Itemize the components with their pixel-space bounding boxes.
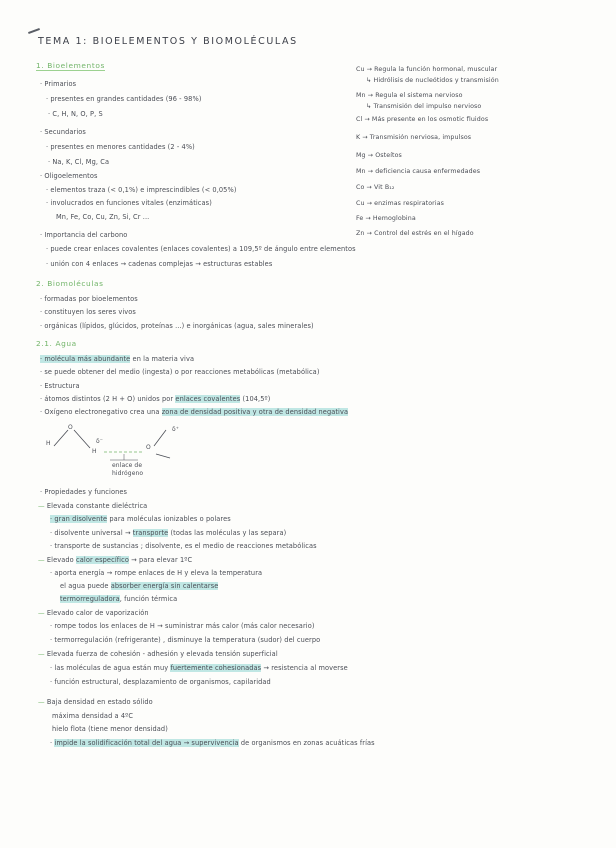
diagram-h-left: H	[46, 440, 51, 447]
prop-2-line-2: el agua puede absorber energía sin calentarse	[60, 582, 219, 590]
right-mn-2: ↳ Transmisión del impulso nervioso	[366, 103, 482, 110]
diagram-o-left: O	[68, 424, 73, 431]
secundarios-line-2: · Na, K, Cl, Mg, Ca	[48, 158, 110, 166]
right-fe: Fe → Hemoglobina	[356, 215, 416, 222]
subhead-oligoelementos: · Oligoelementos	[40, 172, 98, 180]
diagram-o-right: O	[146, 444, 151, 451]
prop-4-heading: — Elevada fuerza de cohesión - adhesión y elevada tensión superficial	[38, 650, 278, 658]
right-k: K → Transmisión nerviosa, impulsos	[356, 134, 472, 141]
subhead-secundarios: · Secundarios	[40, 128, 86, 136]
section-1-heading: 1. Bioelementos	[36, 61, 105, 70]
right-cu-1: Cu → Regula la función hormonal, muscular	[356, 66, 498, 73]
agua-line-2: · se puede obtener del medio (ingesta) o por reacciones metabólicas (metabólica)	[40, 368, 320, 376]
prop-4-line-1: · las moléculas de agua están muy fuertemente cohesionadas → resistencia al moverse	[50, 664, 348, 672]
prop-1-line-2: · disolvente universal → transporte (todas las moléculas y las separa)	[50, 529, 287, 537]
right-mn-3: Mn → deficiencia causa enfermedades	[356, 168, 481, 175]
right-cl: Cl → Más presente en los osmotic fluidos	[356, 116, 489, 123]
diagram-delta-left: δ⁻	[96, 438, 104, 445]
section-2-1-heading: 2.1. Agua	[36, 339, 77, 348]
estructura-line-2: · Oxígeno electronegativo crea una zona de densidad positiva y otra de densidad negativa	[40, 408, 349, 416]
prop-5-heading: — Baja densidad en estado sólido	[38, 698, 153, 706]
prop-2-heading: — Elevado calor específico → para elevar 1ºC	[38, 556, 193, 564]
right-mg: Mg → Osteítos	[356, 152, 402, 159]
prop-1-line-1: · gran disolvente para moléculas ionizables o polares	[50, 515, 231, 523]
diagram-caption-1: enlace de	[112, 462, 143, 469]
title-tick-mark	[28, 28, 40, 34]
oligo-line-2: · involucrados en funciones vitales (enzimáticas)	[46, 199, 212, 207]
prop-2-line-1: · aporta energía → rompe enlaces de H y eleva la temperatura	[50, 569, 263, 577]
carbono-line-2: · unión con 4 enlaces → cadenas complejas → estructuras estables	[46, 260, 273, 268]
primarios-line-1: · presentes en grandes cantidades (96 - 98%)	[46, 95, 202, 103]
right-co: Co → Vit B₁₂	[356, 184, 395, 191]
biomoleculas-line-3: · orgánicas (lípidos, glúcidos, proteínas ...) e inorgánicas (agua, sales minerales)	[40, 322, 314, 330]
secundarios-line-1: · presentes en menores cantidades (2 - 4%)	[46, 143, 195, 151]
diagram-h-right: H	[92, 448, 97, 455]
prop-3-line-1: · rompe todos los enlaces de H → suministrar más calor (más calor necesario)	[50, 622, 315, 630]
prop-1-heading: — Elevada constante dieléctrica	[38, 502, 148, 510]
prop-4-line-2: · función estructural, desplazamiento de organismos, capilaridad	[50, 678, 271, 686]
prop-3-heading: — Elevado calor de vaporización	[38, 609, 149, 617]
page-title: TEMA 1: BIOELEMENTOS Y BIOMOLÉCULAS	[38, 36, 298, 47]
right-mn-1: Mn → Regula el sistema nervioso	[356, 92, 463, 99]
primarios-line-2: · C, H, N, O, P, S	[48, 110, 103, 118]
oligo-line-3: Mn, Fe, Co, Cu, Zn, Si, Cr ...	[56, 213, 150, 221]
prop-3-line-2: · termorregulación (refrigerante) , disminuye la temperatura (sudor) del cuerpo	[50, 636, 321, 644]
right-zn: Zn → Control del estrés en el hígado	[356, 230, 474, 237]
oligo-line-1: · elementos traza (< 0,1%) e imprescindibles (< 0,05%)	[46, 186, 237, 194]
diagram-caption-2: hidrógeno	[112, 470, 144, 477]
biomoleculas-line-2: · constituyen los seres vivos	[40, 308, 136, 316]
prop-5-line-2: hielo flota (tiene menor densidad)	[52, 725, 168, 733]
estructura-line-1: · átomos distintos (2 H + O) unidos por enlaces covalentes (104,5º)	[40, 395, 271, 403]
prop-5-line-1: máxima densidad a 4ºC	[52, 712, 134, 720]
section-2-heading: 2. Biomoléculas	[36, 279, 104, 288]
subhead-propiedades: · Propiedades y funciones	[40, 488, 128, 496]
carbono-line-1: · puede crear enlaces covalentes (enlaces covalentes) a 109,5º de ángulo entre elementos	[46, 245, 356, 253]
agua-line-1: · molécula más abundante en la materia viva	[40, 355, 195, 363]
subhead-carbono: · Importancia del carbono	[40, 231, 128, 239]
subhead-primarios: · Primarios	[40, 80, 77, 88]
prop-2-line-3: termorreguladora, función térmica	[60, 595, 178, 603]
prop-5-line-3: · impide la solidificación total del agua → supervivencia de organismos en zonas acuáticas frías	[50, 739, 375, 747]
biomoleculas-line-1: · formadas por bioelementos	[40, 295, 138, 303]
subhead-estructura: · Estructura	[40, 382, 80, 390]
right-cu-2: ↳ Hidrólisis de nucleótidos y transmisión	[366, 77, 499, 84]
diagram-delta-right: δ⁺	[172, 426, 180, 433]
right-cu-3: Cu → enzimas respiratorias	[356, 200, 445, 207]
prop-1-line-3: · transporte de sustancias ; disolvente, es el medio de reacciones metabólicas	[50, 542, 317, 550]
